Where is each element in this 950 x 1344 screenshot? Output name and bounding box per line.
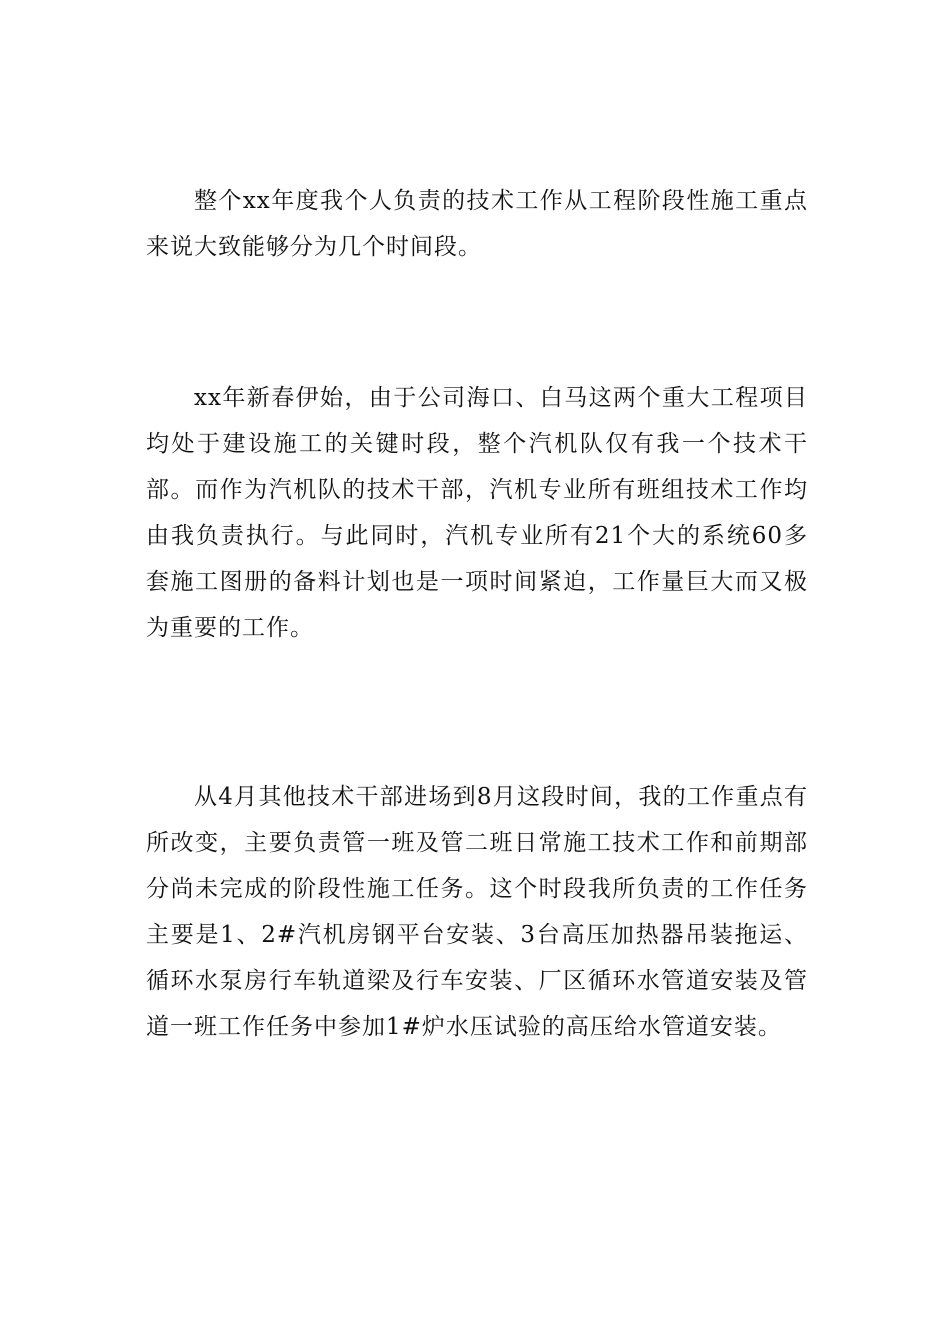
paragraph-new-year-period: xx年新春伊始，由于公司海口、白马这两个重大工程项目均处于建设施工的关键时段，整个汽机队仅有我一个技术干部。而作为汽机队的技术干部，汽机专业所有班组技术工作均由我负责执行。与此同时，汽机专业所有21个大的系统60多套施工图册的备料计划也是一项时间紧迫，工作量巨大而又极为重要的工作。 <box>146 385 808 641</box>
paragraph-overview: 整个xx年度我个人负责的技术工作从工程阶段性施工重点来说大致能够分为几个时间段。 <box>146 188 808 260</box>
paragraph-april-august-period: 从4月其他技术干部进场到8月这段时间，我的工作重点有所改变，主要负责管一班及管二班日常施工技术工作和前期部分尚未完成的阶段性施工任务。这个时段我所负责的工作任务主要是1、2#汽机房钢平台安装、3台高压加热器吊装拖运、循环水泵房行车轨道梁及行车安装、厂区循环水管道安装及管道一班工作任务中参加1#炉水压试验的高压给水管道安装。 <box>146 784 808 1040</box>
